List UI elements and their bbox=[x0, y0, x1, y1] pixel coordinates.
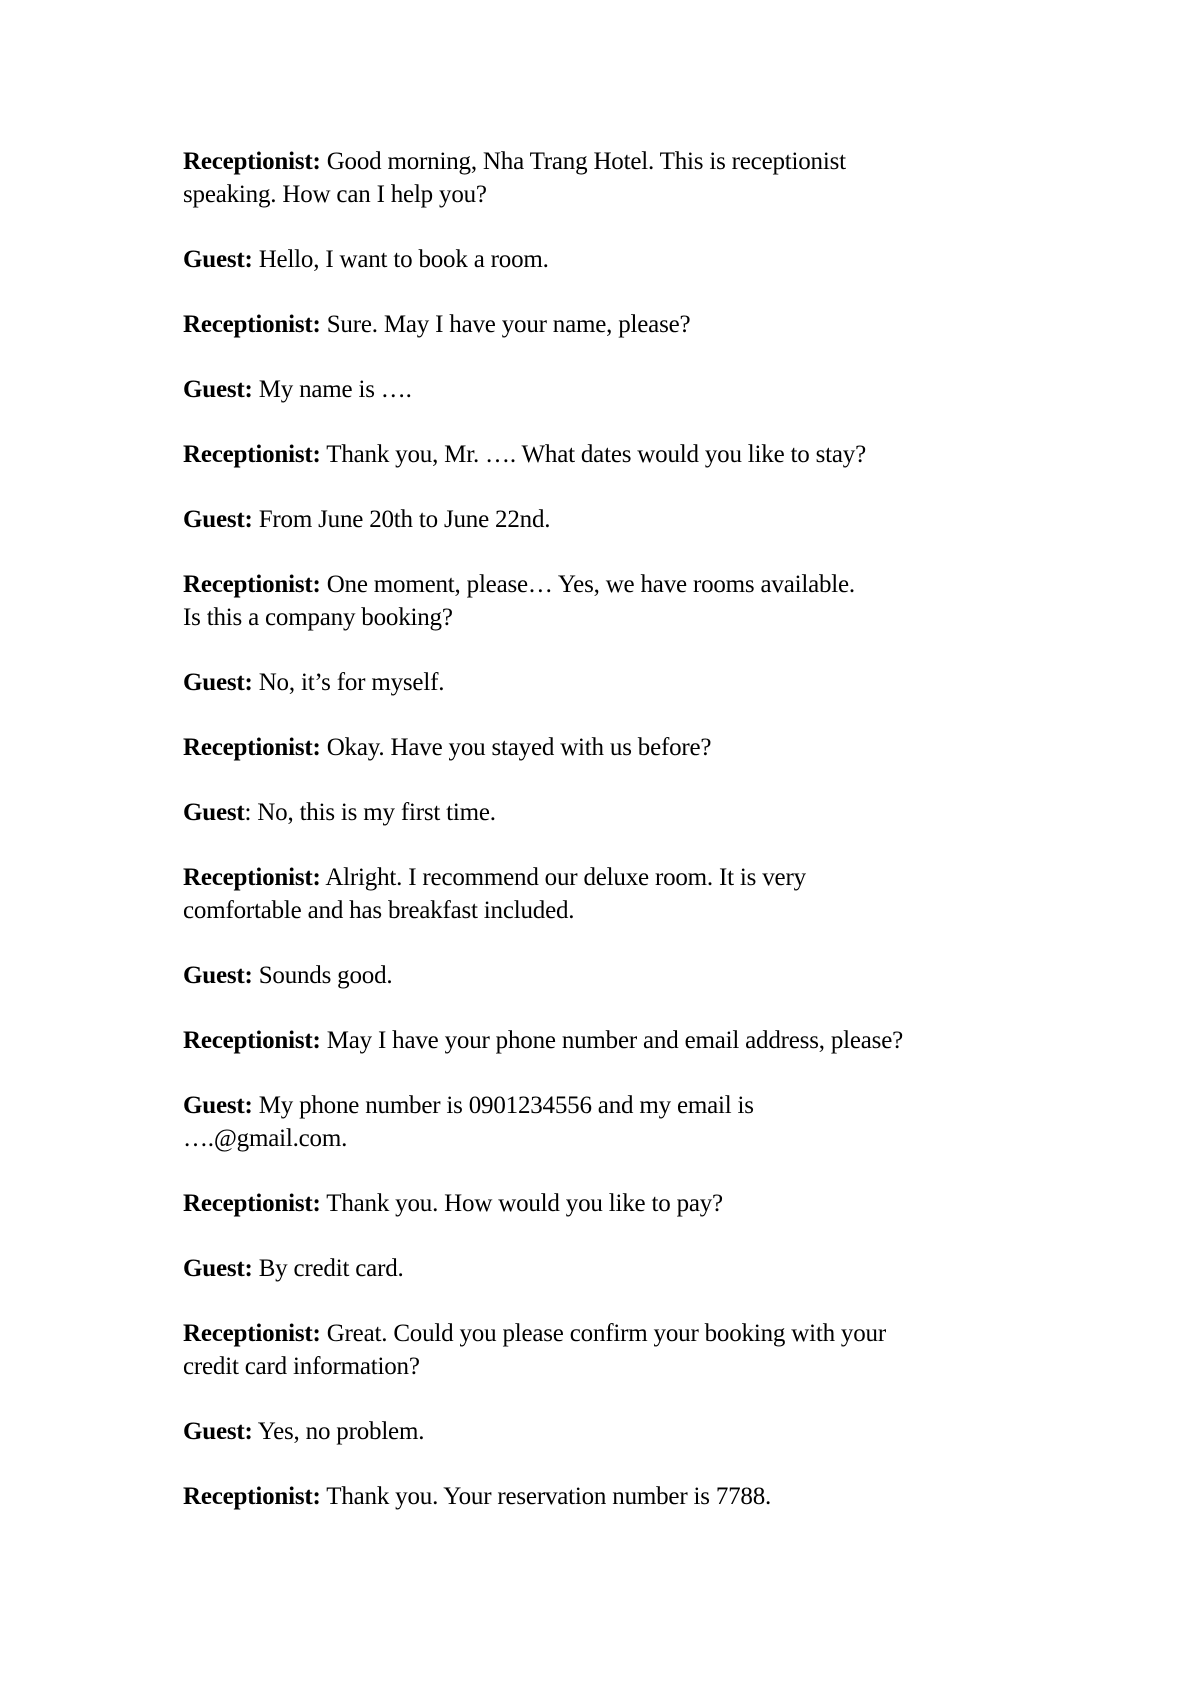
dialogue-text: Sounds good. bbox=[252, 962, 393, 989]
dialogue-line bbox=[183, 1187, 1043, 1220]
speaker-label: Guest: bbox=[183, 962, 253, 989]
speaker-label: Guest: bbox=[183, 1092, 253, 1119]
dialogue-text: My phone number is 0901234556 and my email is bbox=[252, 1092, 754, 1119]
dialogue-text: May I have your phone number and email address, please? bbox=[320, 1027, 903, 1054]
dialogue-line bbox=[183, 1089, 1043, 1155]
dialogue-text: Alright. I recommend our deluxe room. It is very bbox=[320, 864, 806, 891]
speaker-label: Guest: bbox=[183, 669, 253, 696]
dialogue-line bbox=[183, 1317, 1043, 1383]
speaker-label: Receptionist: bbox=[183, 734, 321, 761]
dialogue-text: From June 20th to June 22nd. bbox=[252, 506, 551, 533]
dialogue-text: Thank you. Your reservation number is 7788. bbox=[320, 1483, 772, 1510]
dialogue-line bbox=[183, 959, 1043, 992]
dialogue-text: Thank you. How would you like to pay? bbox=[320, 1190, 723, 1217]
speaker-label: Receptionist: bbox=[183, 441, 321, 468]
speaker-label: Guest: bbox=[183, 246, 253, 273]
speaker-label: Receptionist: bbox=[183, 1483, 321, 1510]
speaker-label: Guest: bbox=[183, 1418, 253, 1445]
speaker-label: Receptionist: bbox=[183, 1320, 321, 1347]
dialogue-text: No, it’s for myself. bbox=[252, 669, 445, 696]
dialogue-line bbox=[183, 373, 1043, 406]
speaker-label: Receptionist: bbox=[183, 311, 321, 338]
speaker-label: Receptionist: bbox=[183, 1190, 321, 1217]
dialogue-line bbox=[183, 731, 1043, 764]
dialogue-text: By credit card. bbox=[252, 1255, 404, 1282]
dialogue-line bbox=[183, 145, 1043, 211]
dialogue-line bbox=[183, 438, 1043, 471]
dialogue-text-continued: Is this a company booking? bbox=[183, 604, 453, 631]
dialogue-text: Thank you, Mr. …. What dates would you like to stay? bbox=[320, 441, 867, 468]
dialogue-text: : No, this is my first time. bbox=[244, 799, 496, 826]
speaker-label: Receptionist: bbox=[183, 148, 321, 175]
dialogue-text: Okay. Have you stayed with us before? bbox=[320, 734, 712, 761]
dialogue-text: One moment, please… Yes, we have rooms available. bbox=[320, 571, 855, 598]
dialogue-text: Great. Could you please confirm your booking with your bbox=[320, 1320, 886, 1347]
dialogue-transcript bbox=[183, 145, 1043, 1545]
speaker-label: Guest: bbox=[183, 1255, 253, 1282]
dialogue-text: Good morning, Nha Trang Hotel. This is receptionist bbox=[320, 148, 846, 175]
speaker-label: Guest bbox=[183, 799, 245, 826]
speaker-label: Receptionist: bbox=[183, 1027, 321, 1054]
speaker-label: Guest: bbox=[183, 506, 253, 533]
speaker-label: Receptionist: bbox=[183, 571, 321, 598]
dialogue-line bbox=[183, 1480, 1043, 1513]
dialogue-line bbox=[183, 861, 1043, 927]
speaker-label: Guest: bbox=[183, 376, 253, 403]
dialogue-line bbox=[183, 1415, 1043, 1448]
dialogue-text-continued: credit card information? bbox=[183, 1353, 420, 1380]
dialogue-text: Sure. May I have your name, please? bbox=[320, 311, 691, 338]
speaker-label: Receptionist: bbox=[183, 864, 321, 891]
dialogue-text-continued: ….@gmail.com. bbox=[183, 1125, 348, 1152]
dialogue-line bbox=[183, 568, 1043, 634]
dialogue-line bbox=[183, 796, 1043, 829]
dialogue-text: Yes, no problem. bbox=[252, 1418, 425, 1445]
dialogue-line bbox=[183, 666, 1043, 699]
dialogue-line bbox=[183, 1024, 1043, 1057]
dialogue-text: My name is …. bbox=[252, 376, 412, 403]
dialogue-text-continued: comfortable and has breakfast included. bbox=[183, 897, 575, 924]
dialogue-text-continued: speaking. How can I help you? bbox=[183, 181, 487, 208]
dialogue-line bbox=[183, 308, 1043, 341]
dialogue-line bbox=[183, 503, 1043, 536]
dialogue-line bbox=[183, 243, 1043, 276]
dialogue-text: Hello, I want to book a room. bbox=[252, 246, 549, 273]
dialogue-line bbox=[183, 1252, 1043, 1285]
